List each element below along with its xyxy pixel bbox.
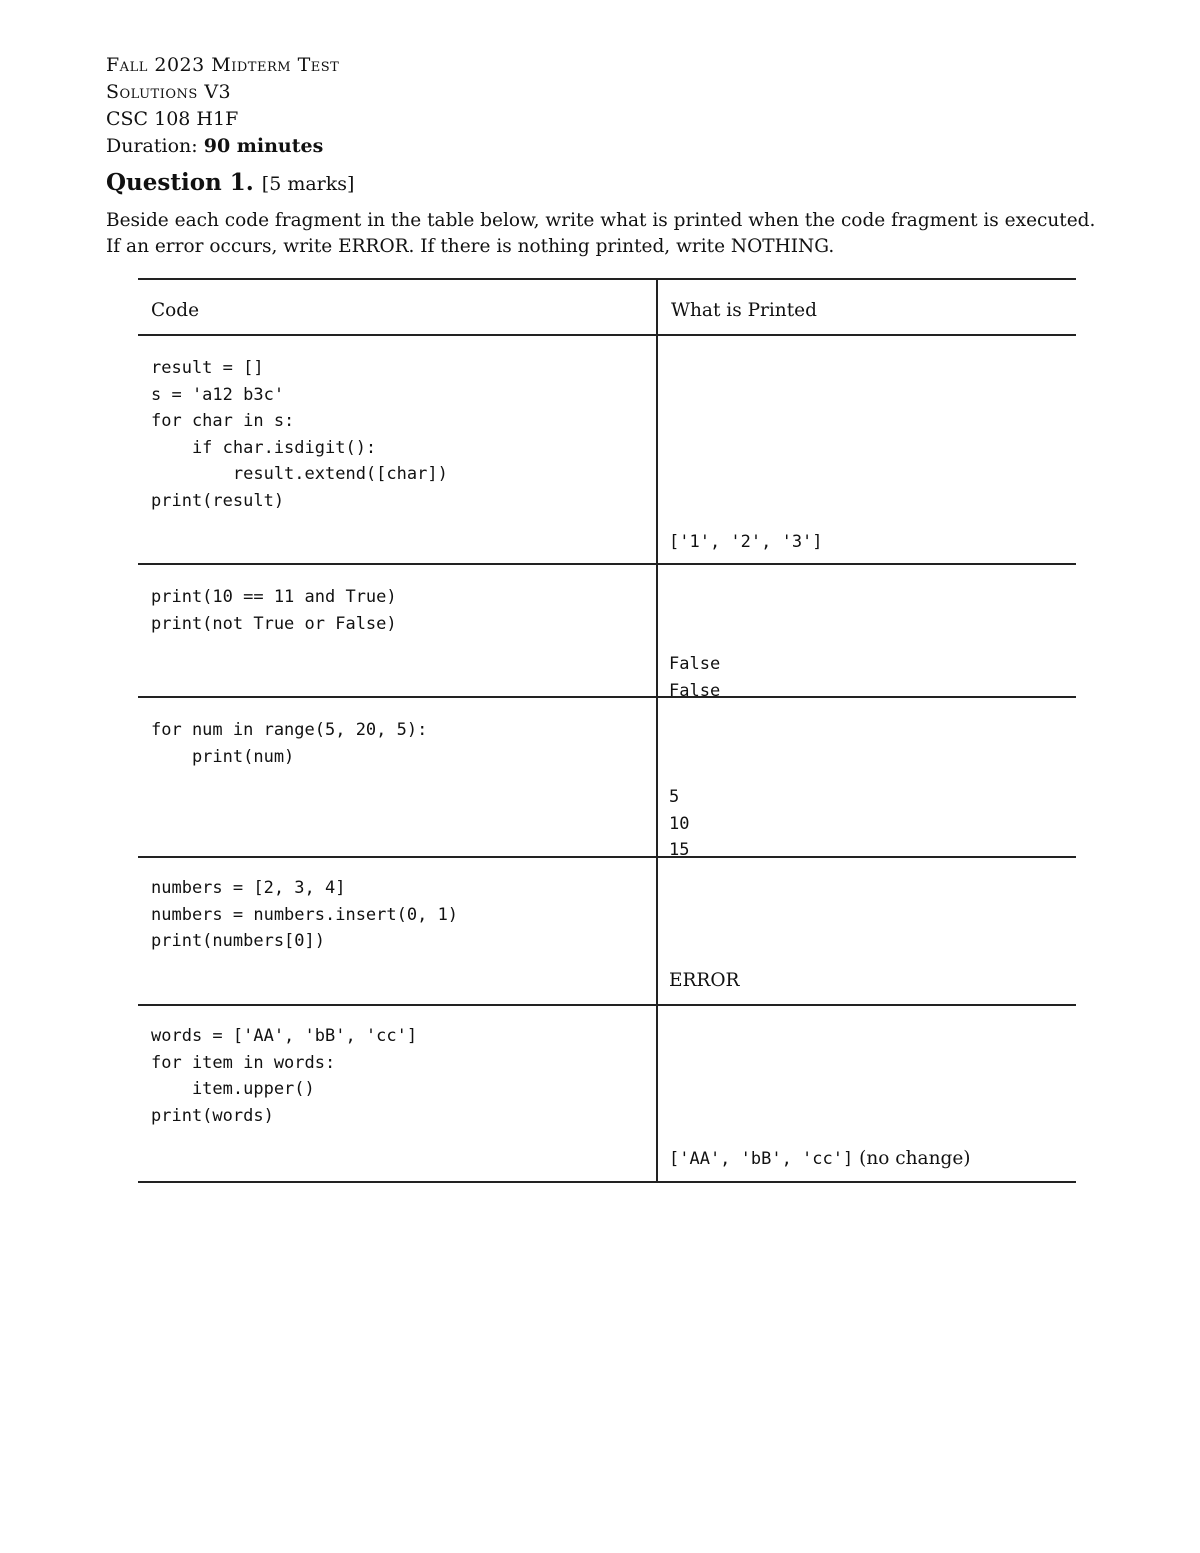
header-printed-label: What is Printed bbox=[671, 300, 817, 321]
code-cell bbox=[138, 1005, 657, 1182]
header-code-label: Code bbox=[151, 300, 200, 321]
printed-output: ERROR bbox=[669, 970, 740, 991]
printed-output: 5 10 15 bbox=[669, 787, 690, 860]
table-row bbox=[138, 564, 1076, 697]
exam-title: Fall 2023 Midterm Test bbox=[106, 54, 340, 76]
table-header-row bbox=[138, 279, 1076, 335]
printed-output: False False bbox=[669, 654, 721, 701]
answer-cell bbox=[657, 697, 1076, 860]
course-code: CSC 108 H1F bbox=[106, 108, 239, 130]
table-row bbox=[138, 857, 1076, 1005]
table-row bbox=[138, 697, 1076, 857]
code-fragment: result = [] s = 'a12 b3c' for char in s: if char.isdigit(): result.extend([char]) print(result) bbox=[151, 358, 448, 511]
exam-header bbox=[106, 52, 339, 160]
instructions-line-1: Beside each code fragment in the table below, write what is printed when the code fragment is executed. bbox=[106, 210, 1096, 231]
question-instructions bbox=[106, 208, 1106, 260]
question-label: Question 1. bbox=[106, 169, 254, 196]
printed-output-note: (no change) bbox=[853, 1148, 971, 1169]
code-cell bbox=[138, 335, 657, 564]
question-heading bbox=[106, 168, 354, 199]
exam-subtitle: Solutions V3 bbox=[106, 81, 232, 103]
printed-output bbox=[669, 1146, 971, 1173]
question-marks: [5 marks] bbox=[261, 173, 355, 195]
header-cell-printed bbox=[657, 279, 1076, 335]
answer-cell bbox=[657, 1005, 1076, 1182]
code-cell bbox=[138, 564, 657, 697]
answer-cell bbox=[657, 335, 1076, 564]
code-cell bbox=[138, 697, 657, 857]
printed-output-value: ['AA', 'bB', 'cc'] bbox=[669, 1149, 854, 1169]
answer-table bbox=[138, 278, 1076, 1183]
instructions-line-2: If an error occurs, write ERROR. If there is nothing printed, write NOTHING. bbox=[106, 236, 835, 257]
duration-value: 90 minutes bbox=[203, 135, 324, 157]
printed-output: ['1', '2', '3'] bbox=[669, 532, 823, 552]
code-fragment: words = ['AA', 'bB', 'cc'] for item in words: item.upper() print(words) bbox=[151, 1026, 418, 1126]
answer-cell bbox=[657, 857, 1076, 1005]
code-fragment: for num in range(5, 20, 5): print(num) bbox=[151, 720, 428, 767]
code-cell bbox=[138, 857, 657, 1005]
duration bbox=[106, 133, 339, 160]
code-fragment: print(10 == 11 and True) print(not True or False) bbox=[151, 587, 397, 634]
table-row bbox=[138, 1005, 1076, 1182]
answer-cell bbox=[657, 564, 1076, 701]
table-row bbox=[138, 335, 1076, 564]
header-cell-code bbox=[138, 279, 657, 335]
duration-label: Duration: bbox=[106, 135, 204, 157]
code-fragment: numbers = [2, 3, 4] numbers = numbers.insert(0, 1) print(numbers[0]) bbox=[151, 878, 459, 951]
